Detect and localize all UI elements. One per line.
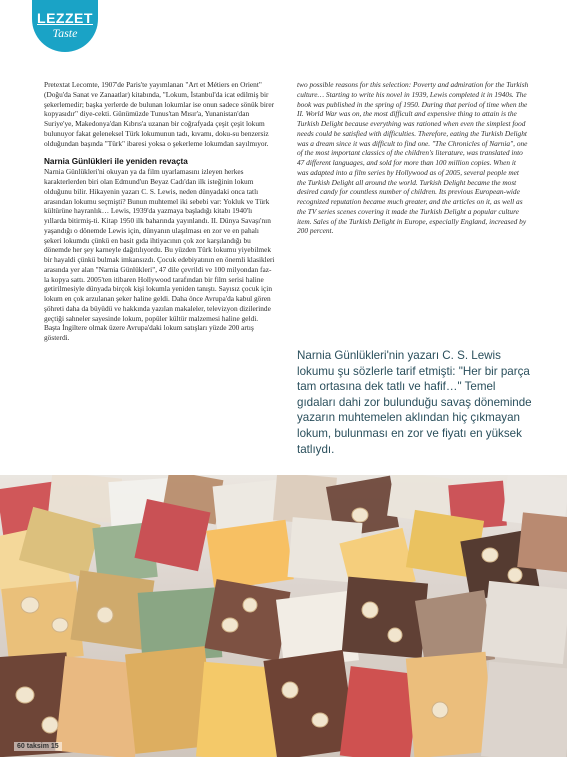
- page-footer: [14, 742, 62, 751]
- section-heading: Narnia Günlükleri ile yeniden revaçta: [44, 157, 188, 167]
- issue-number: 15: [50, 743, 59, 750]
- turkish-delight-photo: [0, 475, 567, 757]
- section-badge: [32, 0, 98, 52]
- english-column: [297, 80, 529, 236]
- section-subtitle: Taste: [52, 26, 78, 40]
- intro-paragraph: Pretextat Lecomte, 1907'de Paris'te yayımlanan "Art et Métiers en Orient" (Doğu'da Sanat ve Zanaatlar) kitabında, "Lokum, İstanbul'da icat edilmiş bir şekerlemedir; başka yerlerde de bulunan lokumlar ise onun sadece sönük birer kopyasıdır" diye-cekti. Günümüzde Tunus'tan Mısır'a, Yunanistan'dan Suriye'ye, Makedonya'dan Kıbrıs'a uzanan bir coğrafyada çeşit çeşit lokum bulunuyor fakat geleneksel Türk lokumunun tadı, kıvamı, doku-su benzersiz olduğundan başında "Türk" ibaresi yoksa o şekerleme lokumdan sayılmıyor.: [44, 80, 275, 148]
- section-title: LEZZET: [37, 10, 93, 26]
- page-number: 60: [17, 743, 25, 750]
- pull-quote: Narnia Günlükleri'nin yazarı C. S. Lewis lokumu şu sözlerle tarif etmişti: "Her bir parça tam ortasına dek tatlı ve hafif…" Temel gıdaları dahi zor bulunduğu savaş döneminde yazarın muhtemelen aklından hiç çıkmayan lokum, bulunması en zor ve fiyatı en yüksek tatlıydı.: [297, 349, 532, 456]
- turkish-delight-illustration: [0, 475, 567, 757]
- english-paragraph: two possible reasons for this selection: Poverty and admiration for the Turkish culture… Starting to write his novel in 1939, Lewis completed it in 1940s. The book was published in the spring of 1950. During that period of time when the II. World War was on, the most difficult and expensive thing to attain is the Turkish Delight because everything was rationed when even the simplest food needs could be satisfied with difficulties. Therefore, eating the Turkish Delight was a dream since it was difficult to find one. "The Chronicles of Narnia", one of the most important classics of the children's literature, was translated into 47 different languages, and sold for more than 100 million copies. When it was adapted into a film series by Hollywood as of 2005, several people met the Turkish Delight all around the world. Turkish Delight became the most desired candy for countless number of children. Its previous European-wide recognized reputation became much greater, and the articles on it, as well as the TV series scenes covering it made the Turkish Delight a popular culture item. Sales of the Turkish Delight in Europe, especially England, increased by 200 percent.: [297, 80, 529, 236]
- magazine-name: taksim: [26, 743, 49, 750]
- body-paragraph: Narnia Günlükleri'ni okuyan ya da film uyarlamasını izleyen herkes karakterlerden biri olan Edmund'un Beyaz Cadı'dan ilk isteğinin lokum olduğunu bilir. Hikayenin yazarı C. S. Lewis, neden dünyadaki onca tatlı arasından lokumu seçmişti? Bunun muhtemel iki sebebi var: Yokluk ve Türk kültürüne hayranlık… Lewis, 1939'da yazmaya başladığı kitabı 1940'lı yıllarda bitirmiş-ti. Kitap 1950 ilk baharında yayınlandı. II. Dünya Savaşı'nın yaşandığı o dönemde Lewis için, dünyanın ulaşılması en zor ve en pahalı şekeri lokumdu çünkü en basit gıda ihtiyacının çok zor karşılandığı bu dönemde her şey karneyle dağıtılıyordu. Bu yüzden Türk lokumu yiyebilmek bir hayaldi çünkü bulmak imkansızdı. Çocuk edebiyatının en önemli klasikleri arasında yer alan "Narnia Günlükleri", 47 dile çevrildi ve 100 milyondan faz-la kopya sattı. 2005'ten itibaren Hollywood tarafından bir film serisi haline getirilmesiyle dünyada birçok kişi lokumla yeniden tanıştı. Sayısız çocuk için lokum en çok arzulanan şeker haline geldi. Daha önce Avrupa'da kabul gören şöhreti daha da büyüdü ve hakkında yazılan makaleler, televizyon dizilerinde geçtiği sahneler sayesinde lokum, popüler kültür malzemesi haline geldi. Başta İngiltere olmak üzere Avrupa'daki lokum satışları yüzde 200 artış gösterdi.: [44, 167, 275, 342]
- left-column: [44, 80, 276, 343]
